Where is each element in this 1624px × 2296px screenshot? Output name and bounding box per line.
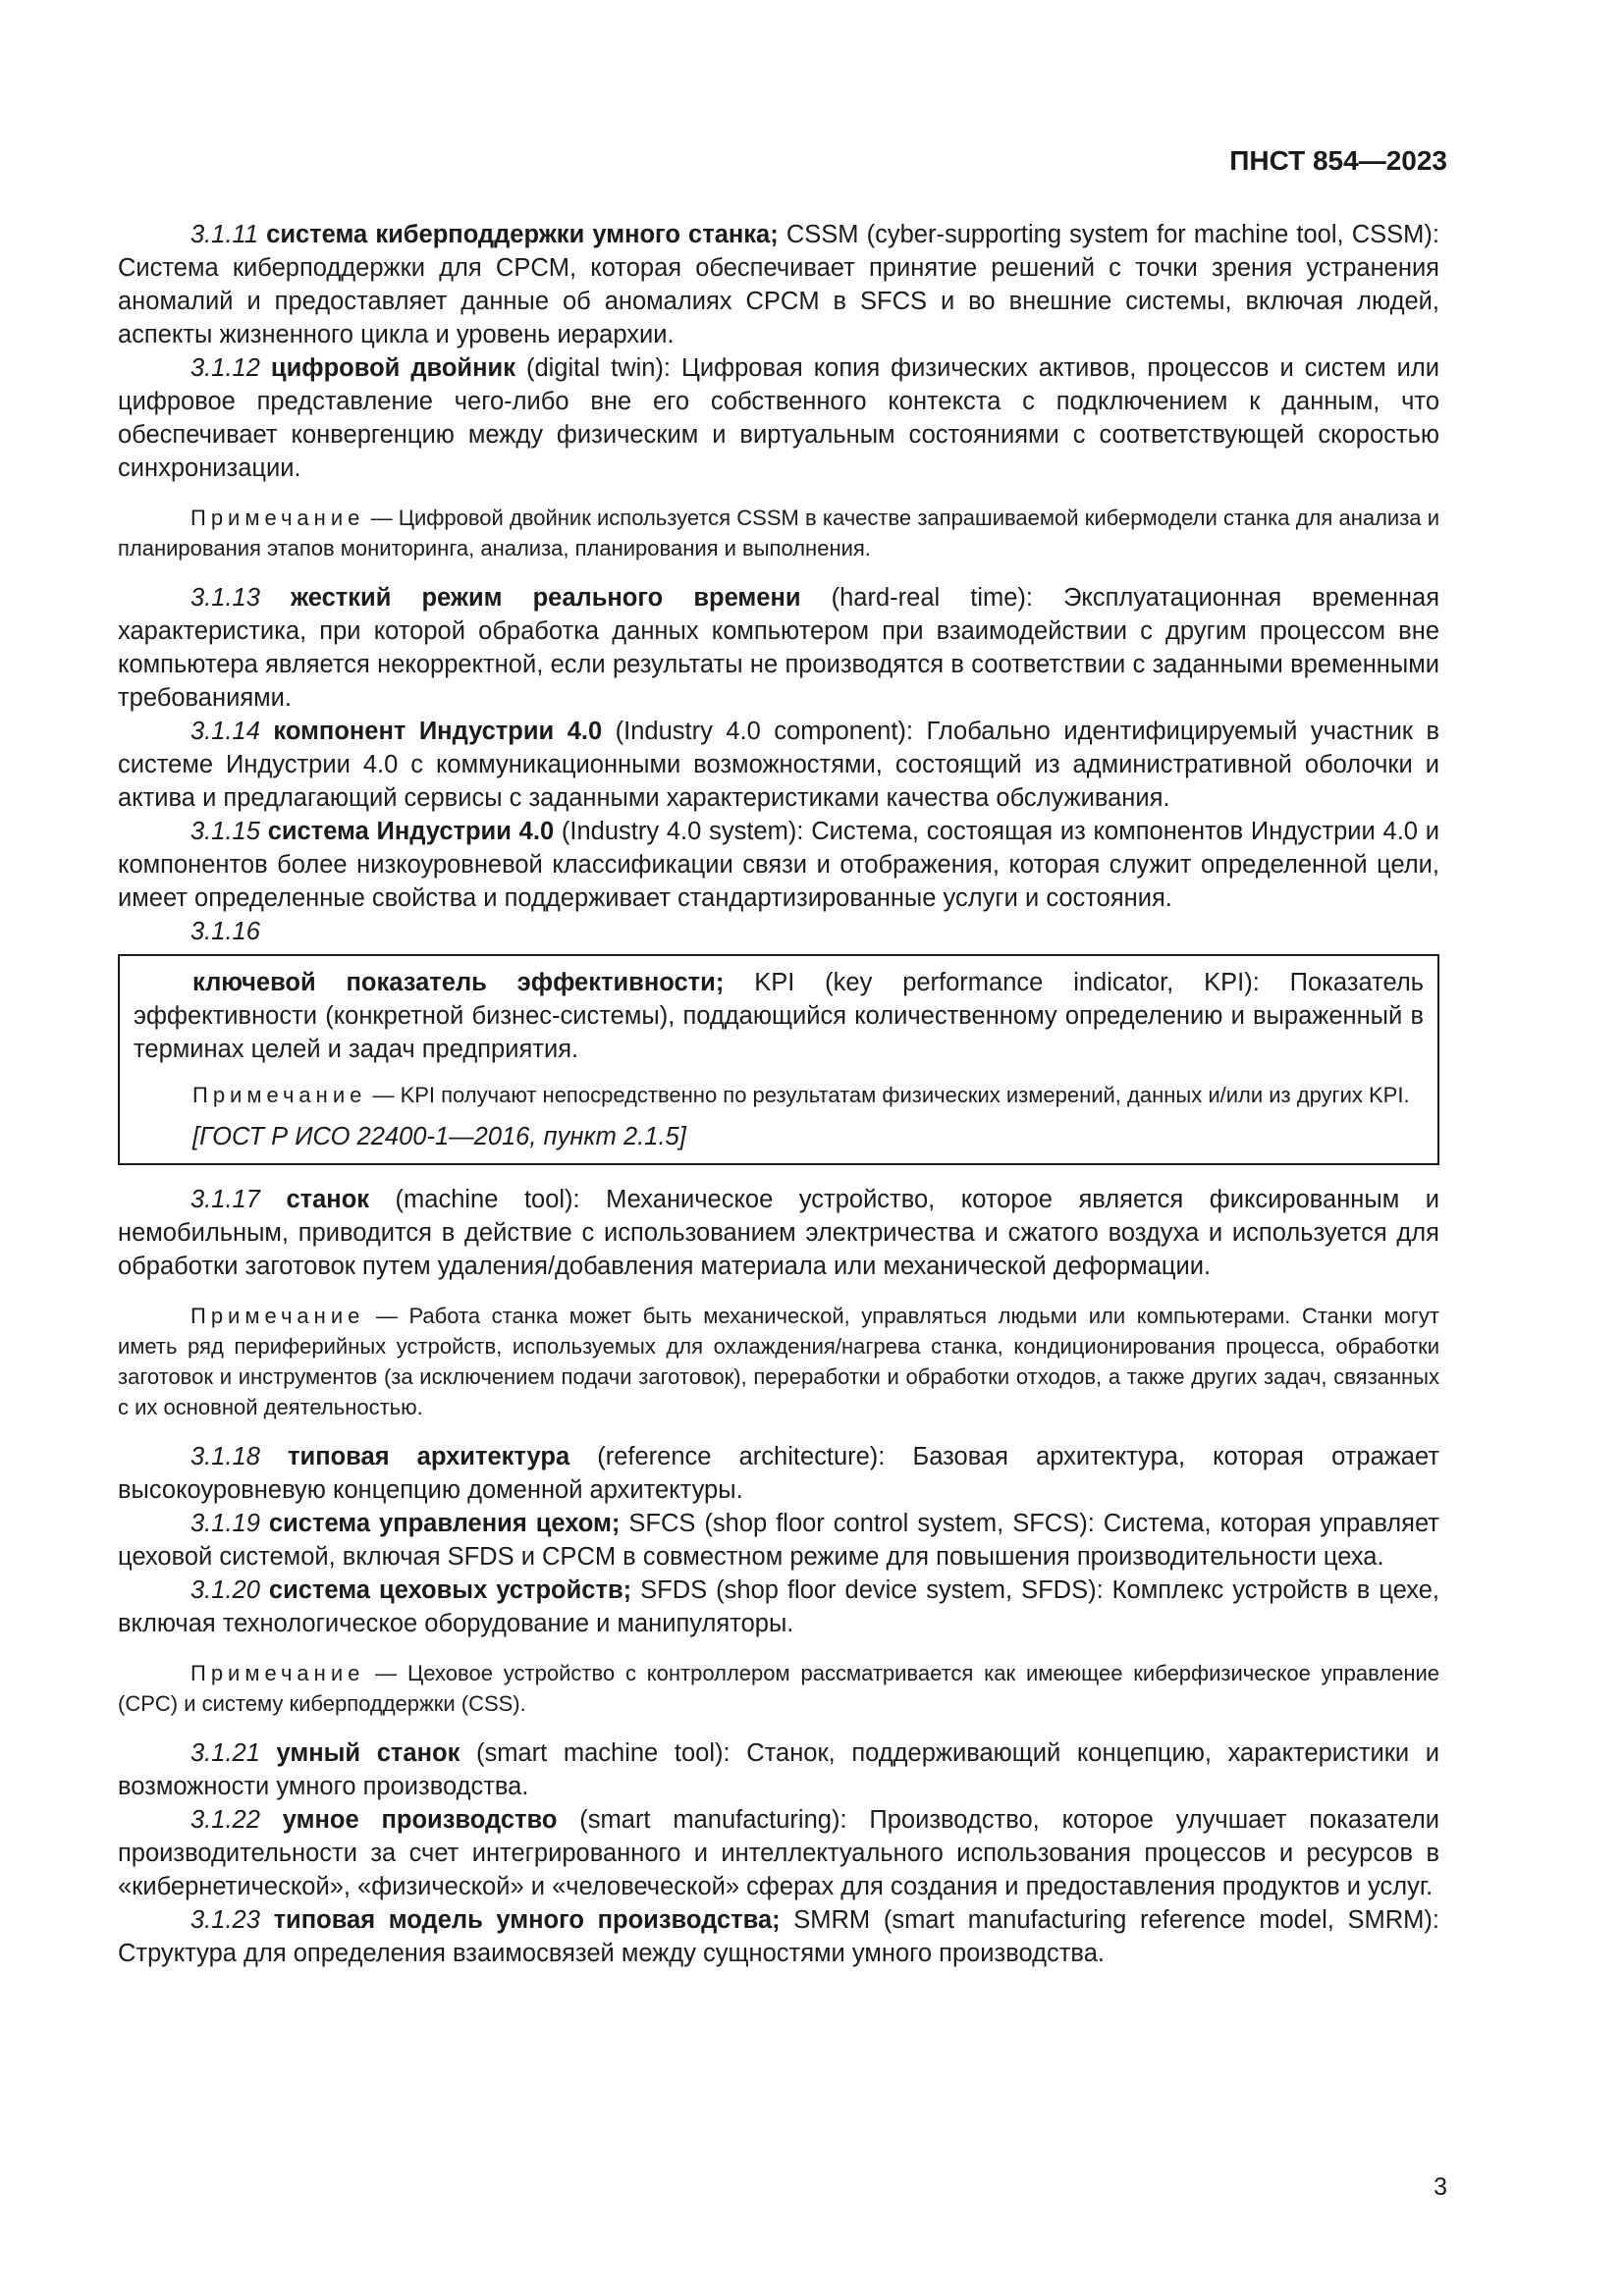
term-name: умный станок (276, 1739, 460, 1767)
term-name: умное производство (282, 1806, 558, 1834)
note-text: — Цифровой двойник используется CSSM в качестве запрашиваемой кибермодели станка для анализа и планирования этапов мониторинга, анализа, планирования и выполнения. (118, 506, 1439, 561)
note-3-1-20 (118, 1658, 1439, 1719)
term-3-1-11 (118, 218, 1439, 351)
term-definition: SFDS (shop floor device system, SFDS): Комплекс устройств в цехе, включая технологическое оборудование и манипуляторы. (118, 1576, 1439, 1637)
term-3-1-21 (118, 1736, 1439, 1803)
term-number: 3.1.17 (190, 1186, 260, 1213)
term-name: система Индустрии 4.0 (267, 818, 555, 845)
term-definition: (machine tool): Механическое устройство, которое является фиксированным и немобильным, приводится в действие с использованием электричества и сжатого воздуха и используется для обработки заготовок путем удаления/добавления материала или механической деформации. (118, 1186, 1439, 1280)
term-3-1-19 (118, 1507, 1439, 1574)
term-definition: KPI (key performance indicator, KPI): Показатель эффективности (конкретной бизнес-системы), поддающийся количественному определению и выраженный в терминах целей и задач предприятия. (134, 969, 1424, 1063)
note-3-1-12 (118, 503, 1439, 563)
term-3-1-14 (118, 715, 1439, 815)
term-3-1-23 (118, 1903, 1439, 1970)
term-3-1-15 (118, 815, 1439, 915)
note-label: Примечание (190, 506, 365, 530)
term-number: 3.1.22 (190, 1806, 260, 1834)
note-3-1-17 (118, 1301, 1439, 1422)
term-name: компонент Индустрии 4.0 (273, 718, 603, 745)
term-3-1-16 (134, 966, 1424, 1066)
term-number: 3.1.13 (190, 584, 260, 612)
term-number: 3.1.23 (190, 1906, 260, 1934)
term-definition: (hard-real time): Эксплуатационная временная характеристика, при которой обработка данных компьютером при взаимодействии с другим процессом вне компьютера является некорректной, если результаты не производятся в соответствии с заданными временными требованиями. (118, 584, 1440, 712)
term-3-1-18 (118, 1440, 1439, 1507)
term-definition: (digital twin): Цифровая копия физических активов, процессов и систем или цифровое представление чего-либо вне его собственного контекста с подключением к данным, что обеспечивает конвергенцию между физическим и виртуальным состояниями с соответствующей скоростью синхронизации. (118, 354, 1439, 482)
term-definition: (Industry 4.0 component): Глобально идентифицируемый участник в системе Индустрии 4.0 с коммуникационными возможностями, состоящий из административной оболочки и актива и предлагающий сервисы с заданными характеристиками качества обслуживания. (118, 718, 1439, 812)
term-name: типовая архитектура (288, 1443, 570, 1470)
note-text: — KPI получают непосредственно по результатам физических измерений, данных и/или из других KPI. (366, 1083, 1410, 1107)
term-3-1-16-number: 3.1.16 (190, 918, 260, 945)
term-number: 3.1.15 (190, 818, 260, 845)
term-definition: SFCS (shop floor control system, SFCS): Система, которая управляет цеховой системой, включая SFDS и CPCM в совместном режиме для повышения производительности цеха. (118, 1510, 1439, 1571)
term-definition: CSSM (cyber-supporting system for machine tool, CSSM): Система киберподдержки для CPCM, которая обеспечивает принятие решений с точки зрения устранения аномалий и предоставляет данные об аномалиях CPCM в SFCS и во внешние системы, включая людей, аспекты жизненного цикла и уровень иерархии. (118, 221, 1439, 348)
term-3-1-17 (118, 1183, 1439, 1283)
term-number: 3.1.18 (190, 1443, 260, 1470)
term-number: 3.1.12 (190, 354, 260, 382)
document-code: ПНСТ 854—2023 (1229, 145, 1447, 176)
term-3-1-12 (118, 351, 1439, 485)
term-definition: (smart manufacturing): Производство, которое улучшает показатели производительности за счет интегрированного и интеллектуального использования процессов и ресурсов в «кибернетической», «физической» и «человеческой» сферах для создания и предоставления продуктов и услуг. (118, 1806, 1439, 1900)
term-number: 3.1.19 (190, 1510, 260, 1537)
term-name: система киберподдержки умного станка; (266, 221, 779, 248)
note-label: Примечание (190, 1661, 365, 1685)
term-number: 3.1.11 (190, 221, 259, 248)
terms-content (118, 218, 1439, 1970)
term-definition: (Industry 4.0 system): Система, состоящая из компонентов Индустрии 4.0 и компонентов более низкоуровневой классификации связи и отображения, которая служит определенной цели, имеет определенные свойства и поддерживает стандартизированные услуги и состояния. (118, 818, 1440, 912)
note-label: Примечание (190, 1304, 365, 1328)
note-label: Примечание (192, 1083, 367, 1107)
term-3-1-13 (118, 581, 1439, 715)
page-number: 3 (1434, 2173, 1447, 2201)
term-name: ключевой показатель эффективности; (192, 969, 725, 996)
term-number: 3.1.14 (190, 718, 260, 745)
term-name: цифровой двойник (270, 354, 515, 382)
term-definition: (smart machine tool): Станок, поддерживающий концепцию, характеристики и возможности умного производства. (118, 1739, 1439, 1800)
term-definition: (reference architecture): Базовая архитектура, которая отражает высокоуровневую концепцию доменной архитектуры. (118, 1443, 1440, 1504)
note-text: — Работа станка может быть механической, управляться людьми или компьютерами. Станки могут иметь ряд периферийных устройств, используемых для охлаждения/нагрева станка, кондиционирования процесса, обработки заготовок и инструментов (за исключением подачи заготовок), переработки и обработки отходов, а также других задач, связанных с их основной деятельностью. (118, 1304, 1439, 1419)
note-3-1-16 (134, 1080, 1424, 1110)
term-name: система цеховых устройств; (268, 1576, 632, 1604)
term-3-1-22 (118, 1803, 1439, 1903)
term-name: система управления цехом; (268, 1510, 621, 1537)
term-number: 3.1.21 (190, 1739, 260, 1767)
source-reference: [ГОСТ Р ИСО 22400-1—2016, пункт 2.1.5] (192, 1123, 686, 1150)
kpi-definition-box (118, 954, 1439, 1165)
term-number: 3.1.20 (190, 1576, 260, 1604)
term-name: типовая модель умного производства; (273, 1906, 781, 1934)
term-name: жесткий режим реального времени (291, 584, 801, 612)
term-3-1-20 (118, 1574, 1439, 1640)
note-text: — Цеховое устройство с контроллером рассматривается как имеющее киберфизическое управление (CPC) и систему киберподдержки (CSS). (118, 1661, 1439, 1716)
term-definition: SMRM (smart manufacturing reference model, SMRM): Структура для определения взаимосвязей между сущностями умного производства. (118, 1906, 1439, 1967)
term-name: станок (286, 1186, 370, 1213)
